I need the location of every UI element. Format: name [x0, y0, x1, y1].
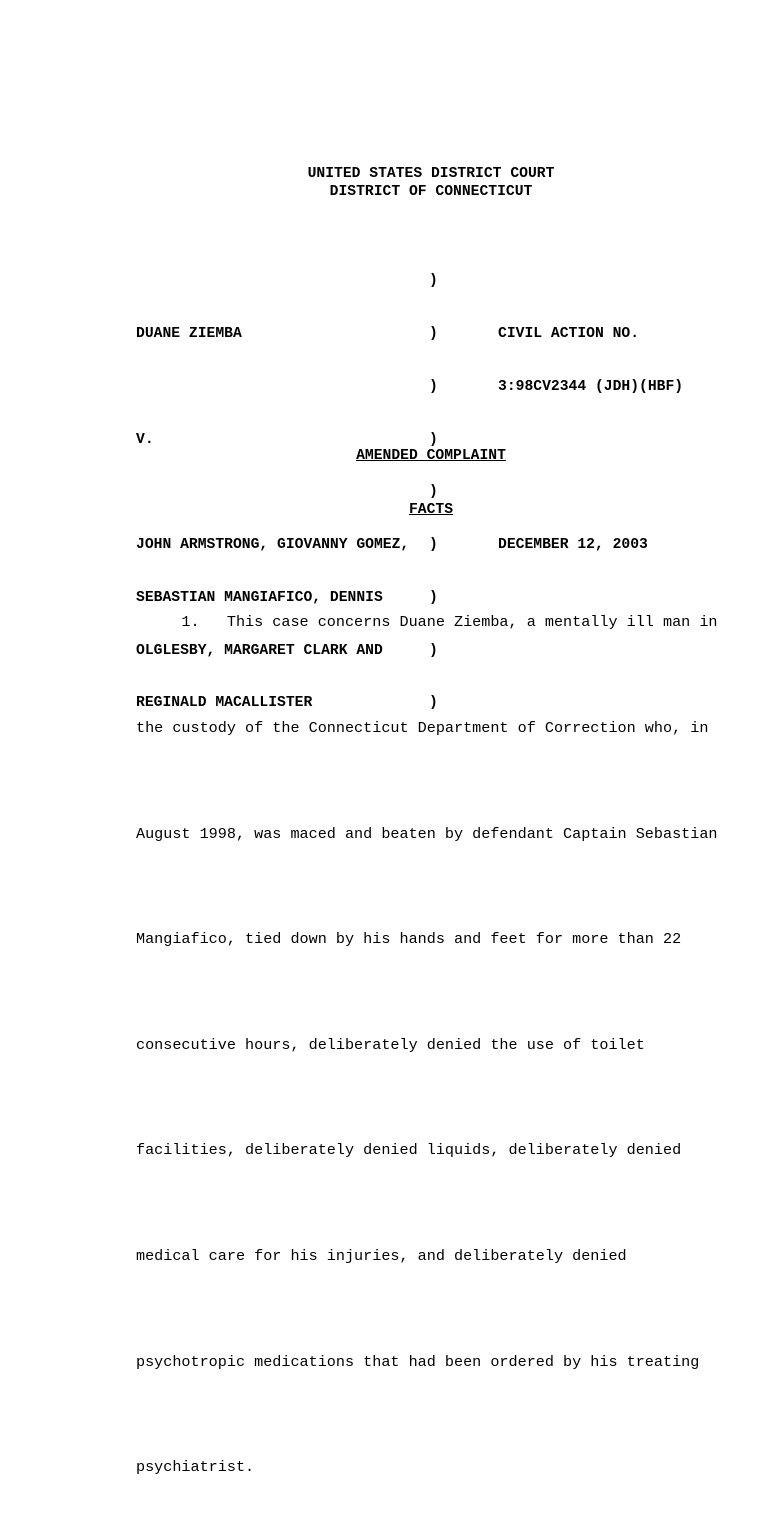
paren: ) [429, 325, 438, 342]
paren: ) [429, 378, 438, 395]
defendants-line: OLGLESBY, MARGARET CLARK AND [136, 642, 383, 659]
paragraph-line: medical care for his injuries, and deliberately denied [136, 1247, 627, 1266]
paragraph-line: 1. This case concerns Duane Ziemba, a mentally ill man in [136, 613, 718, 632]
paren: ) [429, 537, 438, 554]
filing-date: DECEMBER 12, 2003 [498, 537, 648, 554]
caption-line [136, 484, 409, 502]
paren: ) [429, 431, 438, 448]
paragraph-line: consecutive hours, deliberately denied the use of toilet [136, 1035, 645, 1054]
defendants-line: SEBASTIAN MANGIAFICO, DENNIS [136, 589, 383, 606]
court-name: UNITED STATES DISTRICT COURT [307, 166, 555, 182]
case-number: 3:98CV2344 (JDH)(HBF) [498, 378, 684, 395]
caption-line [498, 432, 683, 450]
paren: ) [429, 273, 438, 290]
paragraph-line: psychiatrist. [136, 1458, 255, 1477]
paren: ) [429, 484, 438, 501]
paragraph-line: facilities, deliberately denied liquids, deliberately denied [136, 1141, 682, 1160]
paren: ) [429, 642, 438, 659]
caption-line [498, 484, 683, 502]
defendants-line: REGINALD MACALLISTER [136, 695, 313, 712]
paren: ) [429, 695, 438, 712]
court-district: DISTRICT OF CONNECTICUT [329, 184, 533, 200]
section-heading: FACTS [408, 502, 454, 518]
document-title: AMENDED COMPLAINT [356, 448, 506, 464]
defendants-line: JOHN ARMSTRONG, GIOVANNY GOMEZ, [136, 537, 410, 554]
civil-action-label: CIVIL ACTION NO. [498, 325, 640, 342]
paragraph-line: psychotropic medications that had been ordered by his treating [136, 1352, 700, 1371]
paragraph-line: August 1998, was maced and beaten by defendant Captain Sebastian [136, 824, 718, 843]
caption-line [136, 273, 409, 291]
plaintiff: DUANE ZIEMBA [136, 325, 242, 342]
caption-line [136, 379, 409, 397]
versus: V. [136, 431, 154, 448]
caption-line [498, 273, 683, 291]
paragraph-1 [136, 535, 718, 1521]
paragraph-line: Mangiafico, tied down by his hands and feet for more than 22 [136, 930, 682, 949]
paren: ) [429, 589, 438, 606]
paragraph-line: the custody of the Connecticut Department of Correction who, in [136, 719, 709, 738]
